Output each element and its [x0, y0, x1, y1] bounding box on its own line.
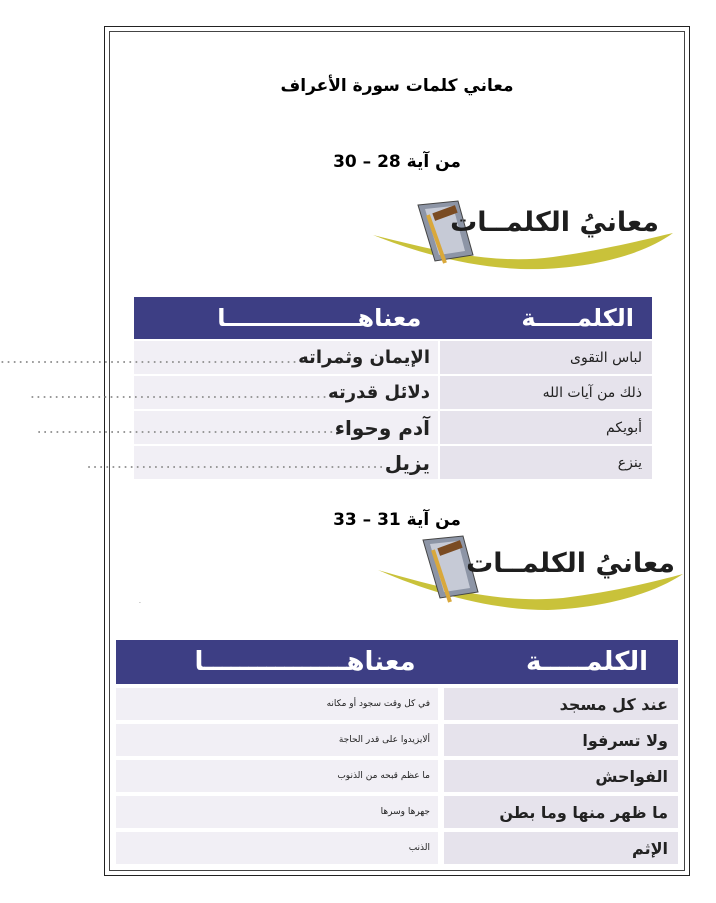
banner-text-1: معانيُ الكلمــات: [450, 207, 659, 238]
table-row: [116, 796, 678, 828]
table-row: [116, 832, 678, 864]
vocab-table-1: [0, 297, 652, 479]
meaning-cell: [29, 376, 440, 409]
word-cell: ذلك من آيات الله: [440, 376, 652, 409]
table-row: [0, 339, 652, 374]
banner-2: [378, 532, 683, 612]
header-meaning: معناهــــــــــــــــا: [194, 647, 416, 677]
banner-1: [373, 195, 673, 275]
header-word: الكلمـــــة: [525, 647, 648, 677]
word-cell: أبويكم: [440, 411, 652, 444]
table-row: [116, 760, 678, 792]
meaning-cell: [0, 341, 440, 374]
verse-range-1: من آية 28 – 30: [333, 152, 461, 172]
word-cell: ما ظهر منها وما بطن: [444, 796, 678, 828]
meaning-text: الإيمان وثمراته: [298, 347, 430, 368]
meaning-cell: [36, 411, 440, 444]
meaning-cell: جهرها وسرها: [116, 796, 438, 828]
meaning-text: يزيل: [384, 450, 430, 475]
table-row: [116, 724, 678, 756]
dotted-line: .................................................: [0, 348, 299, 367]
dotted-line: .................................................: [36, 418, 335, 437]
word-cell: ولا تسرفوا: [444, 724, 678, 756]
table-row: [29, 374, 652, 409]
word-cell: عند كل مسجد: [444, 688, 678, 720]
table-header: [134, 297, 652, 339]
meaning-cell: ألايزيدوا على قدر الحاجة: [116, 724, 438, 756]
meaning-cell: في كل وقت سجود أو مكانه: [116, 688, 438, 720]
stray-dot: .: [139, 598, 141, 605]
word-cell: لباس التقوى: [440, 341, 652, 374]
table-row: [36, 409, 652, 444]
banner-text-2: معانيُ الكلمــات: [466, 548, 675, 579]
meaning-text: آدم وحواء: [334, 415, 430, 440]
verse-range-2: من آية 31 – 33: [333, 510, 461, 530]
header-word: الكلمـــــة: [521, 304, 634, 332]
table-header: [116, 640, 678, 684]
header-meaning: معناهــــــــــــــــا: [217, 304, 422, 332]
vocab-table-2: [116, 640, 678, 864]
word-cell: الفواحش: [444, 760, 678, 792]
word-cell: الإثم: [444, 832, 678, 864]
table-row: [86, 444, 652, 479]
word-cell: ينزع: [440, 446, 652, 479]
dotted-line: .................................................: [29, 383, 329, 402]
page-title: معاني كلمات سورة الأعراف: [280, 76, 514, 96]
meaning-cell: [86, 446, 440, 479]
table-row: [116, 688, 678, 720]
dotted-line: .................................................: [86, 453, 385, 472]
meaning-text: دلائل قدرته: [328, 382, 430, 403]
meaning-cell: الذنب: [116, 832, 438, 864]
meaning-cell: ما عظم قبحه من الذنوب: [116, 760, 438, 792]
